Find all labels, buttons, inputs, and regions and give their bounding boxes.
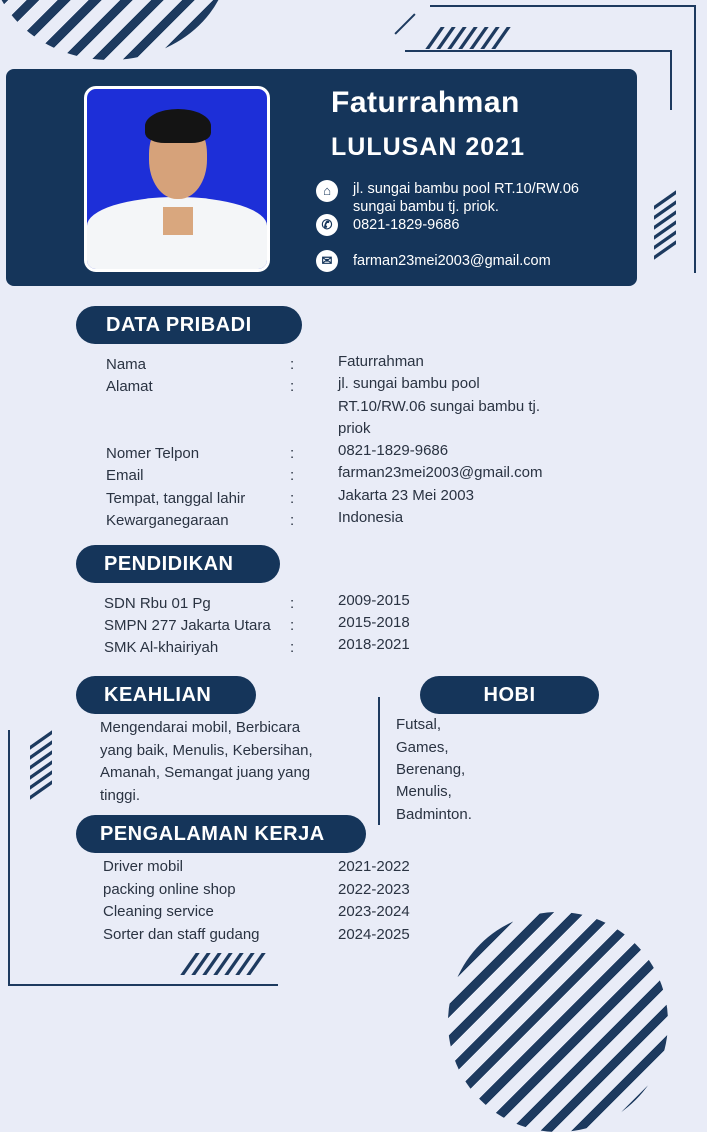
school-years: 2009-2015 (338, 592, 410, 609)
value-alamat-line-3: priok (338, 420, 371, 437)
home-icon: ⌂ (316, 180, 338, 202)
decorative-stripes-right (654, 198, 676, 252)
skills-line-2: yang baik, Menulis, Kebersihan, (100, 742, 313, 759)
job-years: 2023-2024 (338, 903, 410, 920)
colon: : (290, 617, 295, 634)
section-title-keahlian: KEAHLIAN (76, 676, 256, 714)
person-name: Faturrahman (331, 86, 520, 119)
hobby-item: Games, (396, 739, 449, 756)
section-title-pengalaman-kerja: PENGALAMAN KERJA (76, 815, 366, 853)
school-years: 2018-2021 (338, 636, 410, 653)
school-years: 2015-2018 (338, 614, 410, 631)
hobby-item: Berenang, (396, 761, 466, 778)
job-years: 2022-2023 (338, 881, 410, 898)
decorative-line (8, 730, 10, 984)
address-line-2: sungai bambu tj. priok. (353, 199, 499, 215)
decorative-line (394, 13, 415, 34)
label-nomer-telpon: Nomer Telpon (106, 445, 200, 462)
value-tempat-tanggal-lahir: Jakarta 23 Mei 2003 (338, 487, 474, 504)
skills-line-3: Amanah, Semangat juang yang (100, 764, 311, 781)
job-title: Cleaning service (103, 903, 214, 920)
school-name: SDN Rbu 01 Pg (104, 595, 211, 612)
colon: : (290, 378, 295, 395)
phone-icon: ✆ (316, 214, 338, 236)
section-title-pendidikan: PENDIDIKAN (76, 545, 280, 583)
job-title: Driver mobil (103, 858, 184, 875)
decorative-line (378, 697, 380, 825)
school-name: SMK Al-khairiyah (104, 639, 219, 656)
value-kewarganegaraan: Indonesia (338, 509, 404, 526)
colon: : (290, 445, 295, 462)
colon: : (290, 639, 295, 656)
skills-line-1: Mengendarai mobil, Berbicara (100, 719, 301, 736)
decorative-line (8, 984, 278, 986)
value-alamat-line-1: jl. sungai bambu pool (338, 375, 480, 392)
colon: : (290, 356, 295, 373)
phone-number: 0821-1829-9686 (353, 217, 460, 233)
decorative-line (430, 5, 694, 7)
decorative-stripes-left (30, 738, 52, 792)
profile-photo (84, 86, 270, 272)
label-tempat-tanggal-lahir: Tempat, tanggal lahir (106, 490, 246, 507)
decorative-line (405, 50, 671, 52)
school-name: SMPN 277 Jakarta Utara (104, 617, 271, 634)
decorative-stripe-circle-top-left (0, 0, 230, 60)
decorative-line (694, 5, 696, 273)
decorative-slashes-top (433, 27, 503, 49)
email-icon: ✉ (316, 250, 338, 272)
job-years: 2021-2022 (338, 858, 410, 875)
address-line-1: jl. sungai bambu pool RT.10/RW.06 (353, 181, 579, 197)
section-title-hobi: HOBI (420, 676, 599, 714)
label-nama: Nama (106, 356, 147, 373)
skills-line-4: tinggi. (100, 787, 141, 804)
section-title-data-pribadi: DATA PRIBADI (76, 306, 302, 344)
colon: : (290, 467, 295, 484)
job-title: packing online shop (103, 881, 236, 898)
colon: : (290, 512, 295, 529)
label-email: Email (106, 467, 144, 484)
graduation-subtitle: LULUSAN 2021 (331, 133, 525, 161)
hobby-item: Futsal, (396, 716, 442, 733)
label-kewarganegaraan: Kewarganegaraan (106, 512, 229, 529)
decorative-slashes-bottom (188, 953, 258, 975)
label-alamat: Alamat (106, 378, 153, 395)
job-years: 2024-2025 (338, 926, 410, 943)
colon: : (290, 490, 295, 507)
colon: : (290, 595, 295, 612)
decorative-stripe-circle-bottom-right (448, 912, 668, 1132)
hobby-item: Badminton. (396, 806, 472, 823)
job-title: Sorter dan staff gudang (103, 926, 260, 943)
value-alamat-line-2: RT.10/RW.06 sungai bambu tj. (338, 398, 541, 415)
value-nama: Faturrahman (338, 353, 424, 370)
email-address: farman23mei2003@gmail.com (353, 253, 551, 269)
value-nomer-telpon: 0821-1829-9686 (338, 442, 449, 459)
hobby-item: Menulis, (396, 783, 452, 800)
decorative-line (670, 50, 672, 110)
value-email: farman23mei2003@gmail.com (338, 464, 543, 481)
